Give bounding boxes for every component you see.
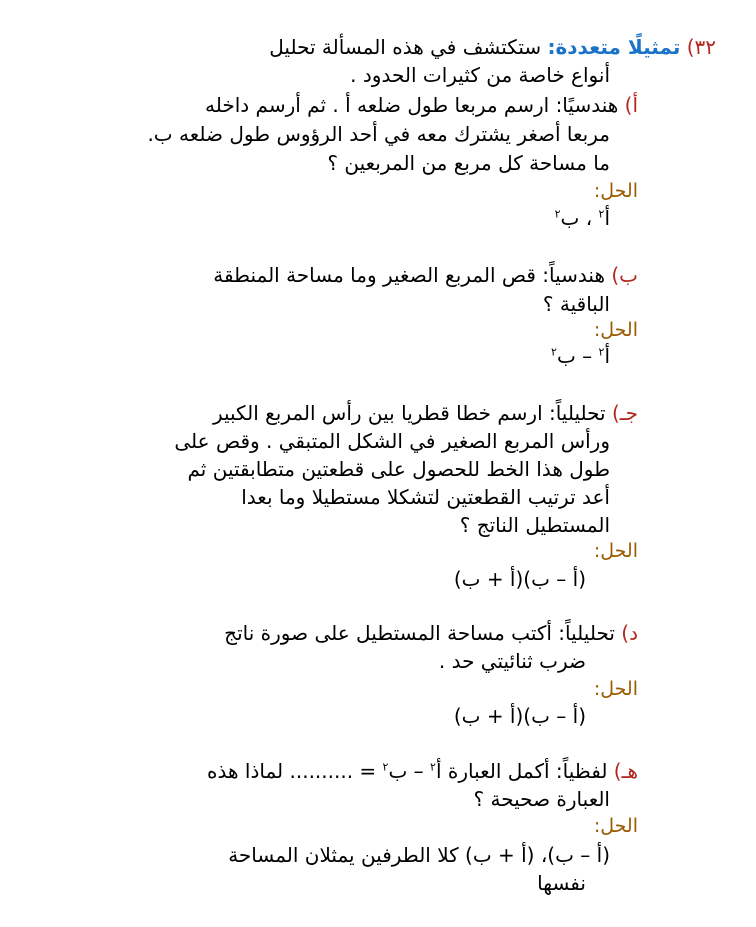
expr-op: –	[407, 759, 431, 783]
part-a-solution-label: الحل:	[593, 180, 638, 202]
problem-header	[269, 34, 716, 60]
part-e-letter: هـ)	[613, 759, 638, 783]
answer-a: أ	[604, 206, 610, 230]
part-e-solution-label: الحل:	[593, 815, 638, 837]
part-c-line-1	[213, 400, 638, 426]
part-a-line-1	[205, 92, 638, 118]
part-b-answer	[551, 343, 610, 369]
part-d-text-1: تحليلياً: أكتب مساحة المستطيل على صورة ناتج	[224, 621, 615, 645]
exp-a: ٢	[598, 207, 605, 221]
part-b-line-1	[213, 262, 638, 288]
answer-b: ب	[556, 344, 576, 368]
part-e-expression	[383, 759, 442, 783]
part-c-answer: (أ – ب)(أ + ب)	[453, 567, 586, 591]
part-c-solution-label: الحل:	[593, 540, 638, 562]
answer-op: –	[575, 344, 599, 368]
part-c-text-1: تحليلياً: ارسم خطا قطريا بين رأس المربع الكبير	[212, 401, 606, 425]
part-b-solution-label: الحل:	[593, 319, 638, 341]
problem-number: ٣٢)	[686, 35, 716, 59]
part-b-text-1: هندسياً: قص المربع الصغير وما مساحة المنطقة	[213, 263, 605, 287]
expr-a: أ	[435, 759, 442, 783]
part-e-text-2: = .......... لماذا هذه	[207, 759, 377, 783]
part-e-text-1: لفظياً: أكمل العبارة	[447, 759, 608, 783]
problem-intro-line-1: ستكتشف في هذه المسألة تحليل	[269, 35, 542, 59]
part-c-line-4: أعد ترتيب القطعتين لتشكلا مستطيلا وما بعدا	[241, 485, 610, 509]
answer-a: أ	[604, 344, 610, 368]
part-b-line-2: الباقية ؟	[542, 292, 610, 316]
answer-sep: ،	[579, 206, 599, 230]
part-e-line-2: العبارة صحيحة ؟	[473, 787, 610, 811]
part-c-line-5: المستطيل الناتج ؟	[459, 513, 610, 537]
part-a-letter: أ)	[624, 93, 638, 117]
expr-b: ب	[388, 759, 408, 783]
part-a-answer	[555, 205, 610, 231]
exp-b: ٢	[551, 345, 557, 359]
expr-exp-a: ٢	[430, 760, 436, 774]
part-c-line-3: طول هذا الخط للحصول على قطعتين متطابقتين ثم	[187, 457, 610, 481]
part-a-line-3: ما مساحة كل مربع من المربعين ؟	[327, 151, 610, 175]
expr-exp-b: ٢	[382, 760, 389, 774]
part-b-letter: ب)	[611, 263, 638, 287]
answer-b: ب	[560, 206, 580, 230]
part-e-line-1	[207, 758, 638, 784]
part-c-letter: جـ)	[611, 401, 638, 425]
part-d-line-1	[224, 620, 638, 646]
part-a-text-1: هندسيًا: ارسم مربعا طول ضلعه أ . ثم أرسم داخله	[205, 93, 619, 117]
exp-a: ٢	[598, 345, 605, 359]
part-d-line-2: ضرب ثنائيتي حد .	[438, 649, 586, 673]
part-e-answer-line-2: نفسها	[537, 871, 586, 895]
part-d-solution-label: الحل:	[593, 678, 638, 700]
part-d-answer: (أ – ب)(أ + ب)	[453, 704, 586, 728]
part-c-line-2: ورأس المربع الصغير في الشكل المتبقي . وقص على	[174, 429, 610, 453]
part-e-answer-line-1: (أ – ب)، (أ + ب) كلا الطرفين يمثلان المساحة	[228, 843, 610, 867]
exp-b: ٢	[554, 207, 561, 221]
problem-intro-line-2: أنواع خاصة من كثيرات الحدود .	[350, 63, 610, 87]
part-d-letter: د)	[621, 621, 638, 645]
problem-title: تمثيلًا متعددة:	[547, 35, 681, 59]
part-a-line-2: مربعا أصغر يشترك معه في أحد الرؤوس طول ضلعه ب.	[147, 122, 610, 146]
